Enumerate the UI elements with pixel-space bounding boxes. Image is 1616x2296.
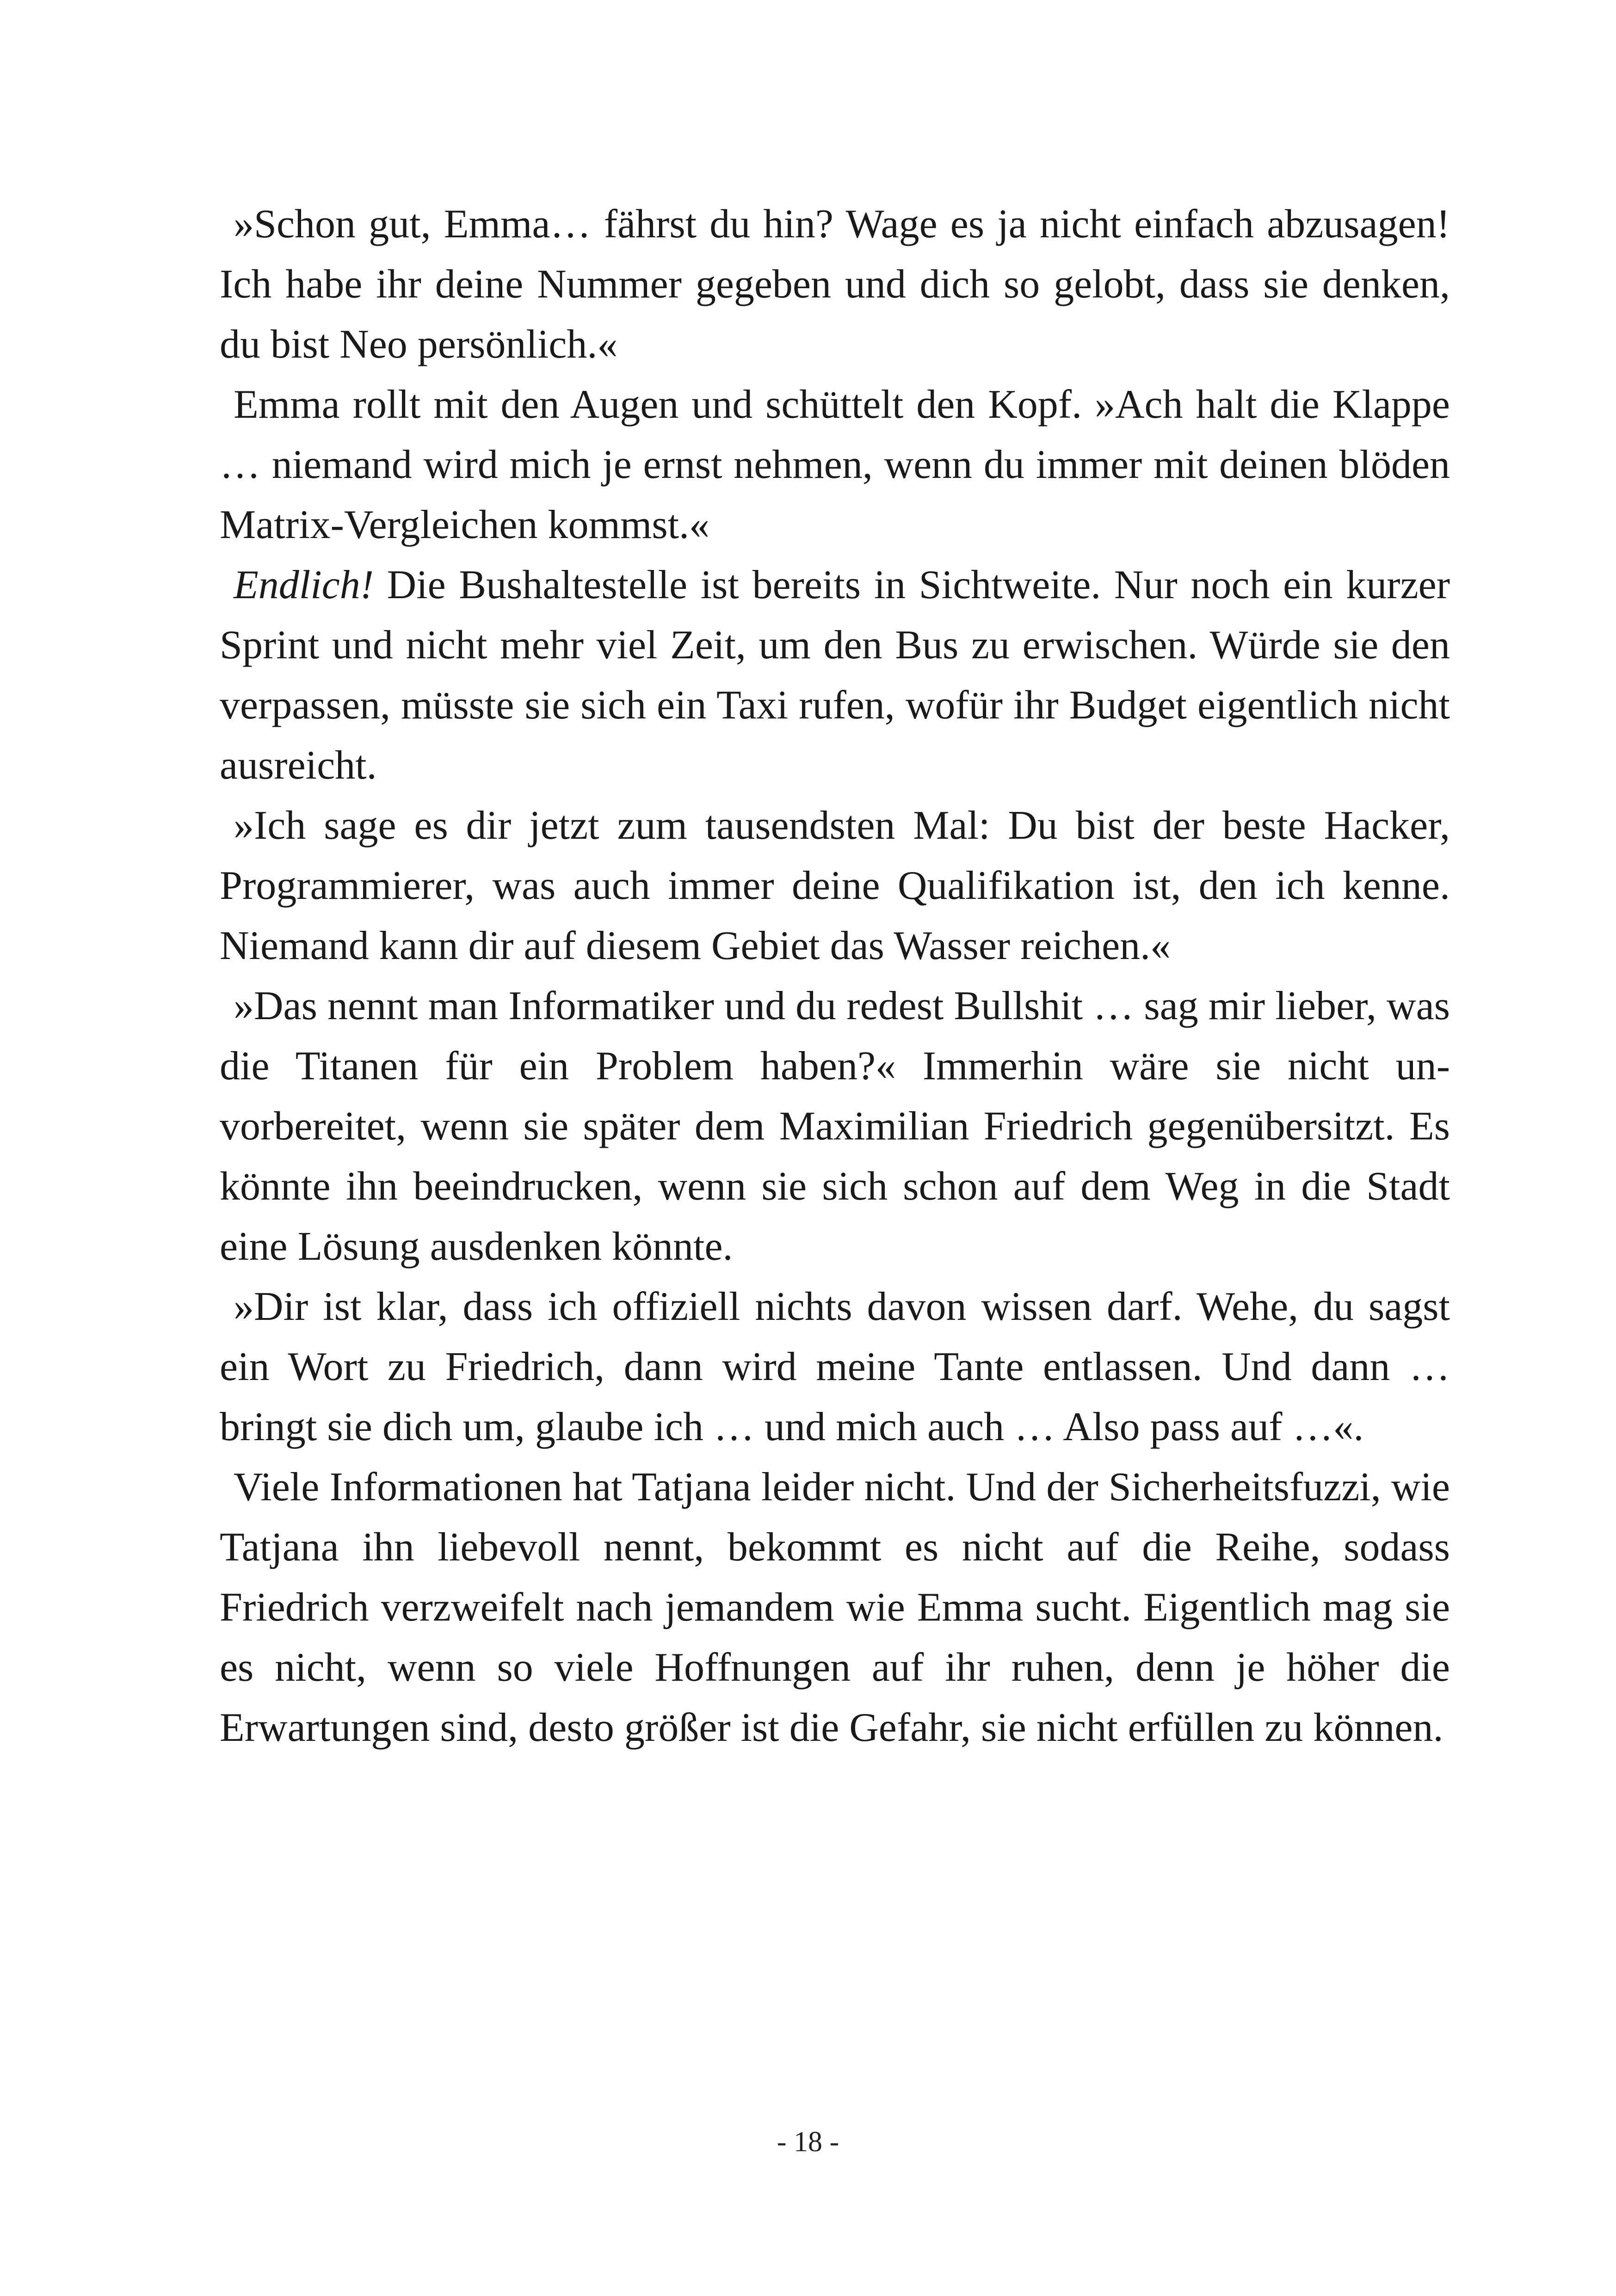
paragraph-4-text: »Ich sage es dir jetzt zum tausendsten Mal: Du bist der beste Hacker, Programmierer, was auch immer deine Qualifikation ist, den ich kenne. Niemand kann dir auf diesem Gebiet das Wasser reichen.« [220,803,1450,968]
paragraph-1-text: »Schon gut, Emma… fährst du hin? Wage es ja nicht einfach abzusagen! Ich habe ihr deine Nummer gegeben und dich so gelobt, dass sie denken, du bist Neo persönlich.« [220,202,1450,367]
paragraph-5 [220,976,1450,1277]
paragraph-2-text: Emma rollt mit den Augen und schüttelt den Kopf. »Ach halt die Klappe … niemand wird mich je ernst nehmen, wenn du immer mit deinen blöden Matrix-Vergleichen kommst.« [220,382,1450,547]
paragraph-6 [220,1277,1450,1457]
paragraph-5-text: »Das nennt man Informatiker und du redest Bullshit … sag mir lieber, was die Titanen für ein Problem haben?« Immerhin wäre sie nicht unvorbereitet, wenn sie später dem Maximilian Friedrich gegenübersitzt. Es könnte ihn beeindrucken, wenn sie sich schon auf dem Weg in die Stadt eine Lösung ausdenken könnte. [220,984,1450,1269]
paragraph-7-text: Viele Informationen hat Tatjana leider nicht. Und der Sicherheitsfuzzi, wie Tatjana ihn liebevoll nennt, bekommt es nicht auf die Reihe, sodass Friedrich verzweifelt nach jemandem wie Emma sucht. Eigentlich mag sie es nicht, wenn so viele Hoffnungen auf ihr ruhen, denn je höher die Erwartungen sind, desto größer ist die Gefahr, sie nicht erfüllen zu können. [220,1465,1450,1750]
page-number: - 18 - [777,2126,839,2158]
paragraph-2 [220,375,1450,555]
paragraph-6-text: »Dir ist klar, dass ich offiziell nichts davon wissen darf. Wehe, du sagst ein Wort zu Friedrich, dann wird meine Tante entlassen. Und dann … bringt sie dich um, glaube ich … und mich auch … Also pass auf …«. [220,1284,1450,1449]
body-text [220,194,1450,1758]
paragraph-4 [220,796,1450,976]
paragraph-1 [220,194,1450,375]
paragraph-7 [220,1457,1450,1758]
paragraph-3-text: Die Bushaltestelle ist bereits in Sichtweite. Nur noch ein kurzer Sprint und nicht mehr viel Zeit, um den Bus zu erwischen. Würde sie den verpassen, müsste sie sich ein Taxi rufen, wofür ihr Budget eigentlich nicht ausreicht. [220,563,1450,788]
paragraph-3-emphasis: Endlich! [234,563,374,607]
paragraph-3 [220,555,1450,796]
